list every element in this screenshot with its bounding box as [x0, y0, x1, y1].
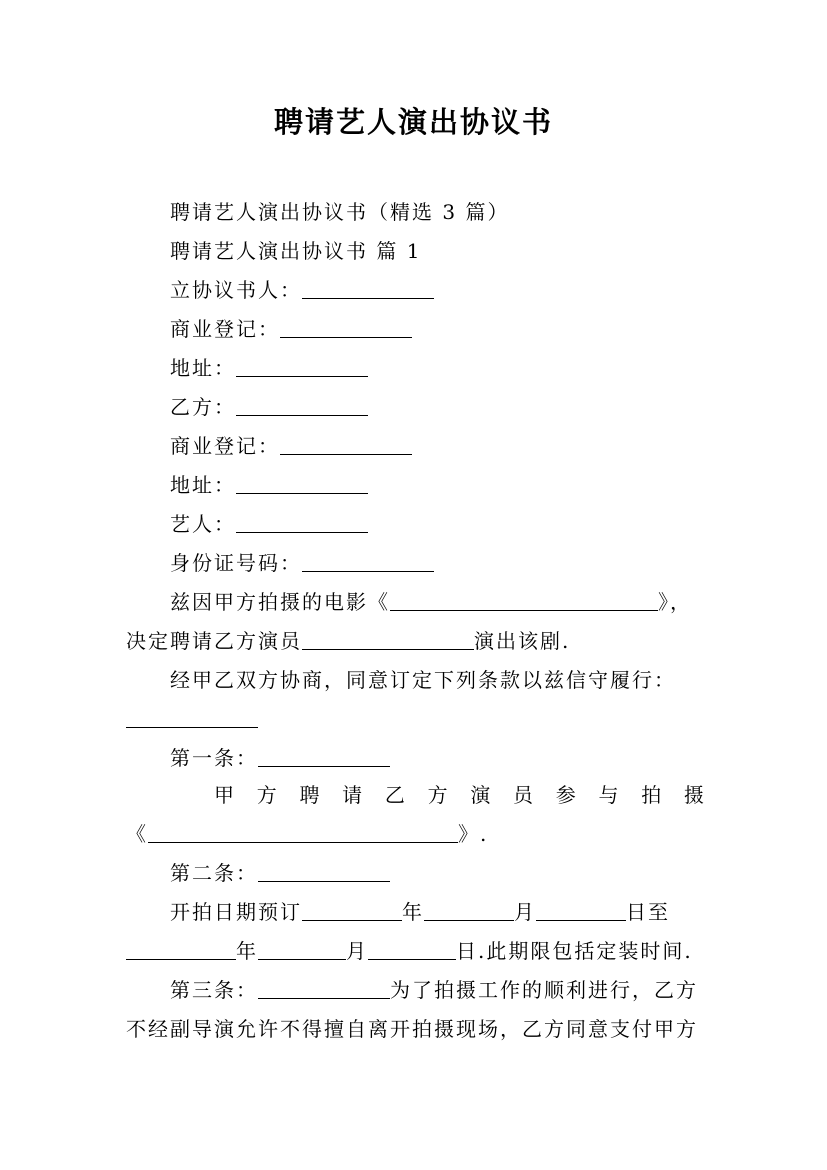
article-3-label: 第三条：: [170, 978, 258, 1002]
article-1-char: 参: [555, 783, 576, 807]
blank-line: [390, 590, 658, 611]
blank-line: [424, 900, 514, 921]
address-line: [170, 353, 368, 383]
party-a-line: [170, 275, 434, 305]
blank-line: [258, 746, 390, 767]
registration-line-2: [170, 431, 412, 461]
blank-line: [236, 356, 368, 377]
address-label-2: 地址：: [170, 473, 236, 497]
article-1-char: 摄: [683, 783, 704, 807]
blank-line: [236, 512, 368, 533]
article-1-char: 与: [598, 783, 619, 807]
month-label: 月: [346, 939, 368, 963]
blank-line: [126, 939, 236, 960]
party-b-label: 乙方：: [170, 395, 236, 419]
blank-line: [258, 978, 390, 999]
document-title: 聘请艺人演出协议书: [273, 105, 553, 139]
article-1-char: 方: [427, 783, 448, 807]
date-text-end: 日.此期限包括定装时间.: [456, 939, 693, 963]
article-3-text: 为了拍摄工作的顺利进行，乙方: [390, 978, 698, 1002]
movie-line: [170, 587, 692, 617]
id-number-line: [170, 548, 434, 578]
blank-line: [258, 861, 390, 882]
date-text: 开拍日期预订: [170, 900, 302, 924]
article-1-char: 请: [342, 783, 363, 807]
article-1-char: 方: [256, 783, 277, 807]
decide-line: [126, 626, 570, 656]
article-1-body: [170, 780, 704, 810]
day-label: 日至: [626, 900, 670, 924]
address-label: 地址：: [170, 356, 236, 380]
section-heading: 聘请艺人演出协议书 篇 1: [170, 239, 422, 263]
blank-line: [302, 900, 402, 921]
article-1-char: 拍: [641, 783, 662, 807]
id-number-label: 身份证号码：: [170, 551, 302, 575]
article-3-continuation: 不经副导演允许不得擅自离开拍摄现场，乙方同意支付甲方: [126, 1017, 698, 1041]
article-1-label: 第一条：: [170, 746, 258, 770]
article-3-line: [170, 975, 698, 1005]
address-line-2: [170, 470, 368, 500]
party-b-line: [170, 392, 368, 422]
year-label: 年: [236, 939, 258, 963]
movie-text-end: 》，: [658, 590, 692, 614]
decide-text: 决定聘请乙方演员: [126, 629, 302, 653]
article-1-char: 甲: [214, 783, 234, 807]
registration-label: 商业登记：: [170, 317, 280, 341]
artist-line: [170, 509, 368, 539]
article-1-line: [170, 743, 390, 773]
blank-line: [368, 939, 456, 960]
date-line-2: [126, 936, 693, 966]
registration-label-2: 商业登记：: [170, 434, 280, 458]
blank-line: [302, 551, 434, 572]
blank-line: [280, 434, 412, 455]
blank-line: [280, 317, 412, 338]
agreement-blank: [126, 704, 258, 734]
registration-line: [170, 314, 412, 344]
blank-line: [302, 278, 434, 299]
article-1-title-line: [126, 819, 488, 849]
date-line-1: [170, 897, 670, 927]
blank-line: [236, 395, 368, 416]
bracket-close: 》.: [458, 822, 489, 846]
article-2-line: [170, 858, 390, 888]
decide-text-end: 演出该剧.: [474, 629, 571, 653]
article-1-char: 员: [513, 783, 534, 807]
party-a-label: 立协议书人：: [170, 278, 302, 302]
article-2-label: 第二条：: [170, 861, 258, 885]
article-1-char: 乙: [384, 783, 405, 807]
artist-label: 艺人：: [170, 512, 236, 536]
blank-line: [236, 473, 368, 494]
blank-line: [302, 629, 474, 650]
blank-line: [536, 900, 626, 921]
month-label: 月: [514, 900, 536, 924]
bracket-open: 《: [126, 822, 148, 846]
article-1-char: 演: [470, 783, 491, 807]
agreement-line: 经甲乙双方协商，同意订定下列条款以兹信守履行：: [170, 668, 676, 692]
article-1-char: 聘: [299, 783, 320, 807]
subtitle-line: 聘请艺人演出协议书（精选 3 篇）: [170, 200, 510, 224]
movie-text: 兹因甲方拍摄的电影《: [170, 590, 390, 614]
blank-line: [148, 822, 458, 843]
year-label: 年: [402, 900, 424, 924]
blank-line: [258, 939, 346, 960]
blank-line: [126, 707, 258, 728]
